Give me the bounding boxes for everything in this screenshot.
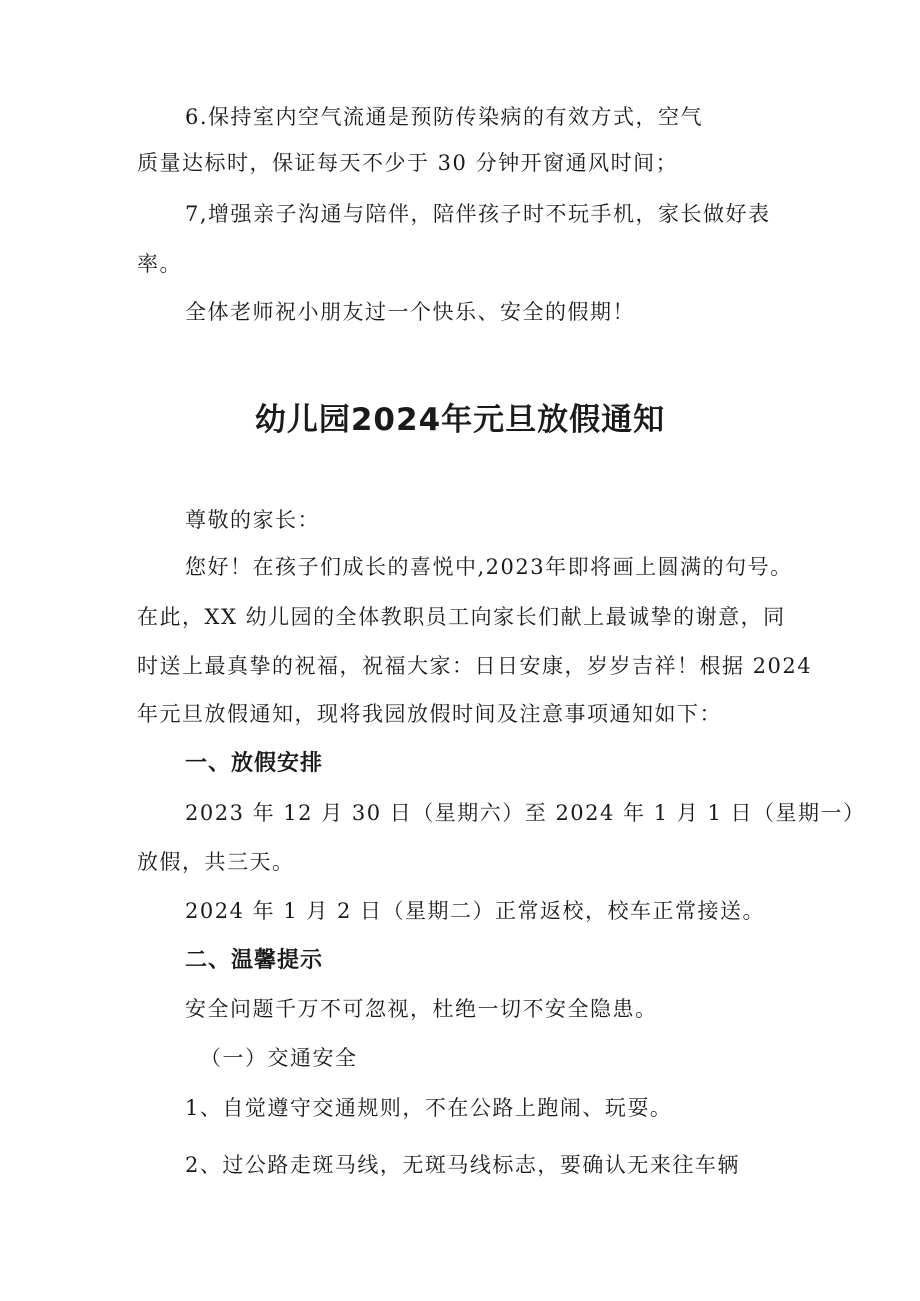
safety-lead: 安全问题千万不可忽视，杜绝一切不安全隐患。 — [185, 997, 658, 1021]
item7-line2: 率。 — [137, 252, 182, 276]
holiday-dates-line2: 放假，共三天。 — [137, 850, 295, 874]
section2-heading: 二、温馨提示 — [185, 948, 324, 973]
traffic-safety-subheading: （一）交通安全 — [200, 1046, 358, 1070]
safety-item-1: 1、自觉遵守交通规则，不在公路上跑闹、玩耍。 — [185, 1096, 673, 1120]
intro-line2: 在此，XX 幼儿园的全体教职员工向家长们献上最诚挚的谢意，同 — [137, 605, 786, 629]
greeting: 尊敬的家长： — [185, 508, 320, 532]
closing-wish: 全体老师祝小朋友过一个快乐、安全的假期！ — [185, 300, 635, 324]
return-date: 2024 年 1 月 2 日（星期二）正常返校，校车正常接送。 — [185, 899, 766, 923]
intro-line1: 您好！在孩子们成长的喜悦中,2023年即将画上圆满的句号。 — [185, 555, 793, 579]
intro-line4: 年元旦放假通知，现将我园放假时间及注意事项通知如下： — [137, 702, 722, 726]
intro-line3: 时送上最真挚的祝福，祝福大家：日日安康，岁岁吉祥！根据 2024 — [137, 654, 813, 678]
item7-line1: 7,增强亲子沟通与陪伴，陪伴孩子时不玩手机，家长做好表 — [185, 202, 771, 226]
page-title: 幼儿园2024年元旦放假通知 — [254, 402, 666, 438]
item6-line2: 质量达标时，保证每天不少于 30 分钟开窗通风时间； — [137, 151, 679, 175]
item6-line1: 6.保持室内空气流通是预防传染病的有效方式，空气 — [185, 105, 704, 129]
section1-heading: 一、放假安排 — [185, 751, 324, 776]
holiday-dates-line1: 2023 年 12 月 30 日（星期六）至 2024 年 1 月 1 日（星期一） — [185, 801, 866, 825]
safety-item-2: 2、过公路走斑马线，无斑马线标志，要确认无来往车辆 — [185, 1153, 740, 1177]
